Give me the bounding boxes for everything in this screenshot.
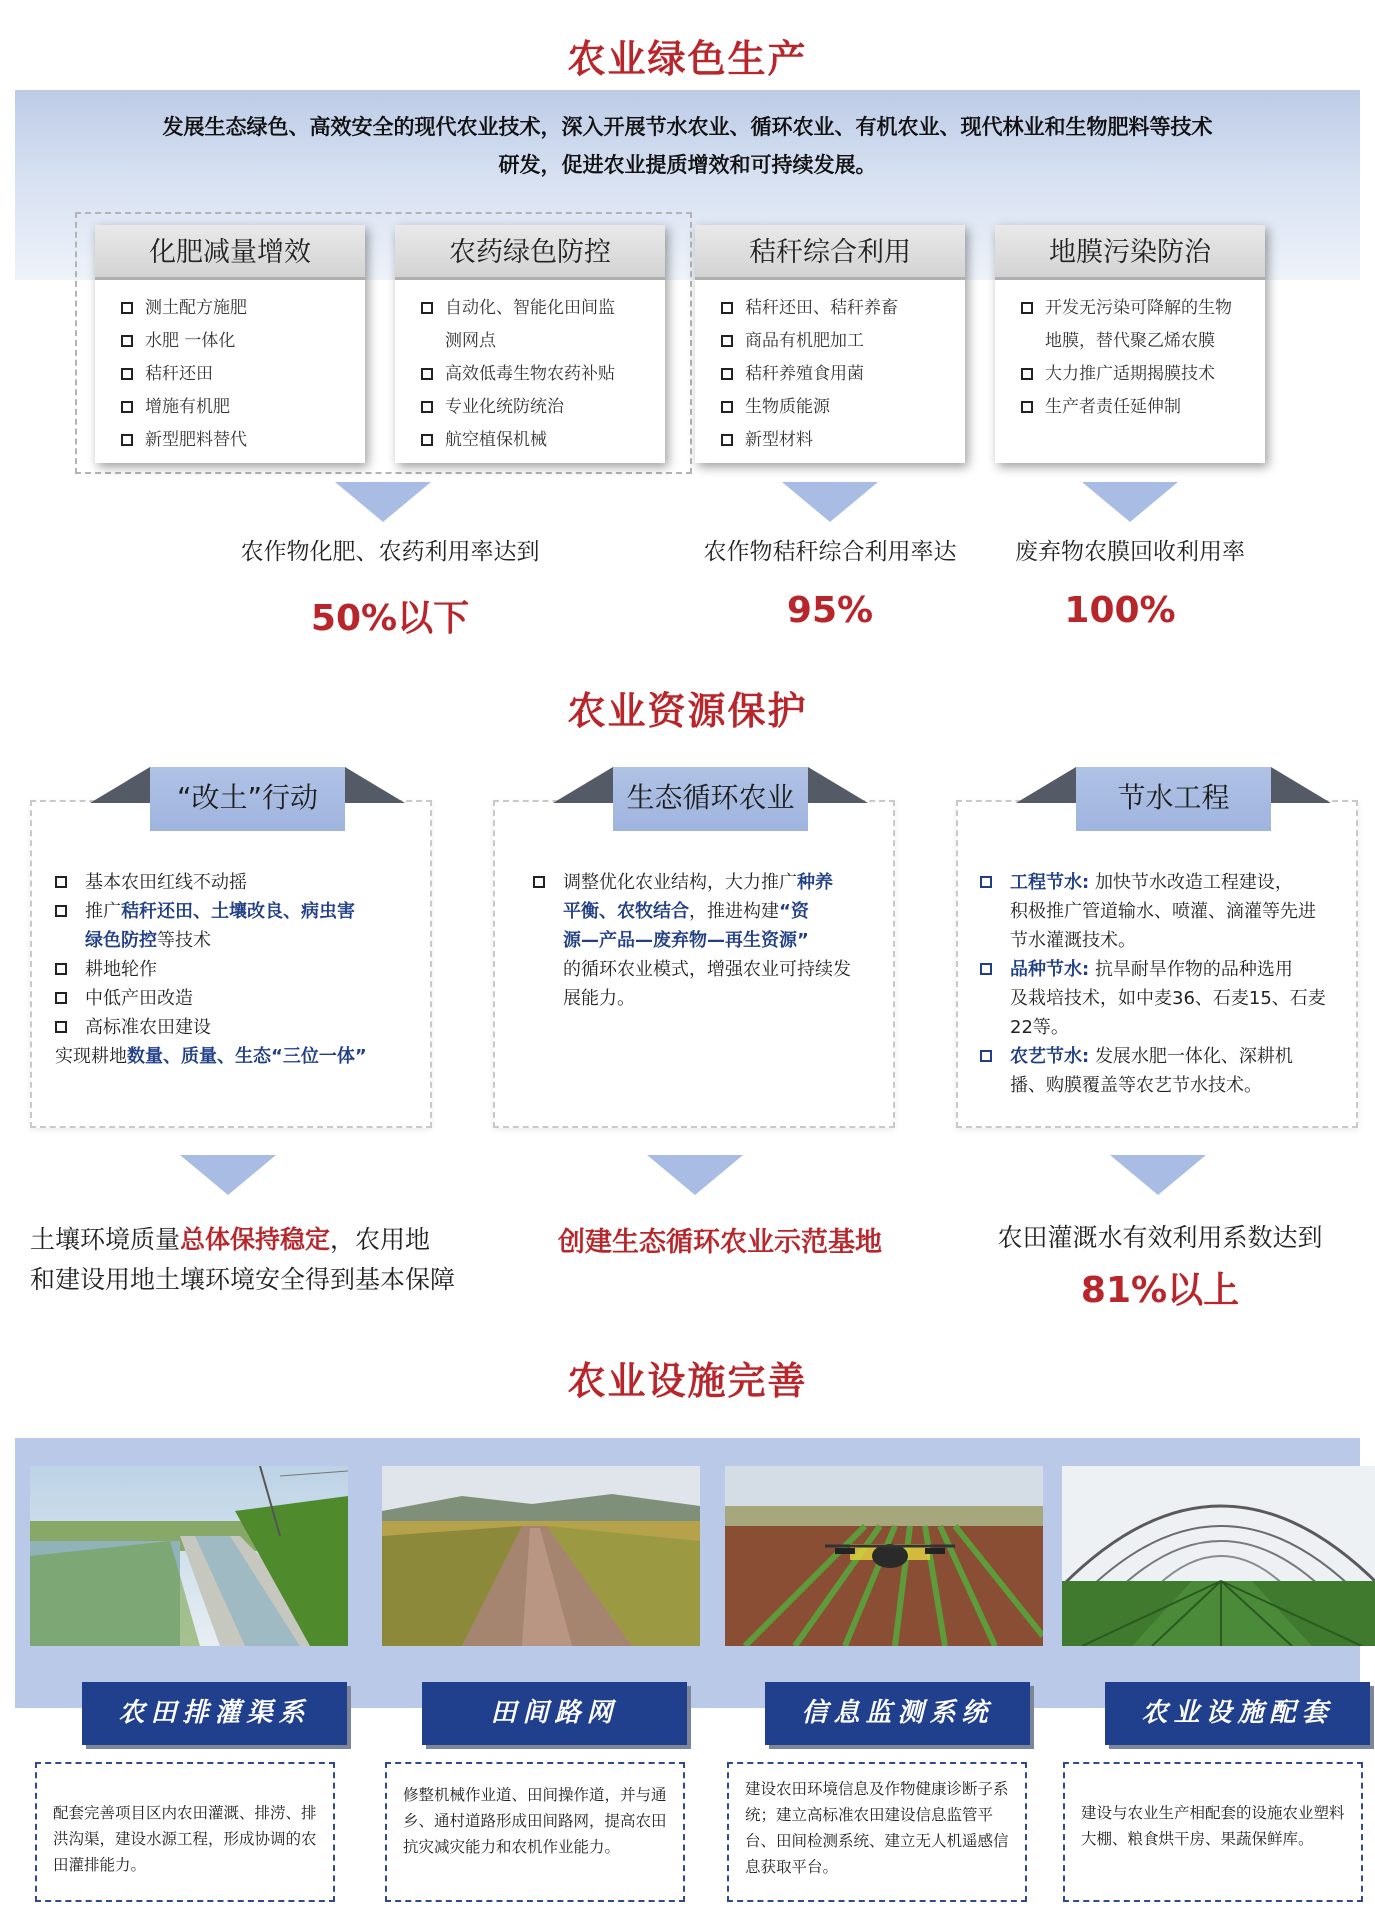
- down-arrow-icon: [335, 482, 431, 522]
- list-item-continued: [995, 325, 1265, 358]
- photo-irrigation-canal: [30, 1466, 348, 1646]
- list-item: [55, 984, 425, 1013]
- checkbox-square-icon: [55, 963, 67, 975]
- list-item: [395, 292, 665, 325]
- list-item: [995, 358, 1265, 391]
- list-item: [695, 358, 965, 391]
- checkbox-square-icon: [721, 335, 733, 347]
- list-item: [980, 868, 1350, 955]
- list-item: [95, 325, 365, 358]
- item-text: 新型材料: [745, 430, 813, 450]
- drone-monitoring-image: [725, 1466, 1043, 1646]
- list-item: [995, 292, 1265, 325]
- intro-line-2: 研发，促进农业提质增效和可持续发展。: [498, 153, 877, 177]
- checkbox-square-icon: [721, 401, 733, 413]
- list-item: [55, 868, 425, 897]
- item-key: 工程节水:: [1010, 872, 1090, 893]
- checkbox-square-icon: [721, 368, 733, 380]
- list-item: [95, 358, 365, 391]
- card-fertilizer: [95, 225, 365, 463]
- list-item: [95, 391, 365, 424]
- photo-greenhouse: [1062, 1466, 1375, 1646]
- list-item: [395, 391, 665, 424]
- section-title-green-production: 农业绿色生产: [567, 37, 808, 81]
- item-text: 秸秆养殖食用菌: [745, 364, 864, 384]
- checkbox-square-icon: [55, 905, 67, 917]
- item-text: 高效低毒生物农药补贴: [445, 364, 615, 384]
- item-text: ，推进构建: [689, 901, 779, 922]
- item-highlight: 数量、质量、生态“三位一体”: [127, 1046, 367, 1067]
- checkbox-square-icon: [533, 876, 545, 888]
- item-text: 及栽培技术，如中麦36、石麦15、石麦: [1010, 988, 1326, 1009]
- item-text: 抗旱耐旱作物的品种选用: [1094, 959, 1293, 980]
- item-text: 发展水肥一体化、深耕机: [1094, 1046, 1293, 1067]
- item-text: 测网点: [445, 331, 496, 351]
- item-text: 航空植保机械: [445, 430, 547, 450]
- photo-drone-monitoring: [725, 1466, 1043, 1646]
- card-pesticide: [395, 225, 665, 463]
- tab-title: 生态循环农业: [613, 767, 808, 831]
- checkbox-square-icon: [721, 434, 733, 446]
- list-item: [995, 391, 1265, 424]
- item-text: 推广: [85, 901, 121, 922]
- photo-field-road: [382, 1466, 700, 1646]
- result-label-film: 废弃物农膜回收利用率: [1015, 539, 1245, 565]
- checkbox-square-icon: [980, 876, 992, 888]
- list-item-continued: [395, 325, 665, 358]
- checkbox-square-icon: [121, 434, 133, 446]
- item-text: 积极推广管道输水、喷灌、滴灌等先进: [1010, 901, 1316, 922]
- item-key: 品种节水:: [1010, 959, 1090, 980]
- result-value-straw: 95%: [786, 590, 874, 631]
- checkbox-square-icon: [1021, 302, 1033, 314]
- desc-irrigation-system: 配套完善项目区内农田灌溉、排涝、排洪沟渠，建设水源工程，形成协调的农田灌排能力。: [35, 1762, 335, 1902]
- list-item: [55, 1013, 425, 1042]
- item-text: 中低产田改造: [85, 988, 193, 1009]
- list-item: [695, 391, 965, 424]
- intro-line-1: 发展生态绿色、高效安全的现代农业技术，深入开展节水农业、循环农业、有机农业、现代林业和生物肥料等技术: [162, 115, 1213, 139]
- outcome-soil: [30, 1220, 490, 1300]
- item-text: 实现耕地: [55, 1046, 127, 1067]
- checkbox-square-icon: [55, 876, 67, 888]
- list-item: [395, 358, 665, 391]
- checkbox-square-icon: [1021, 368, 1033, 380]
- down-arrow-icon: [782, 482, 878, 522]
- outcome-highlight: 总体保持稳定: [180, 1225, 331, 1254]
- checkbox-square-icon: [721, 302, 733, 314]
- item-highlight: “资: [779, 901, 809, 922]
- item-text: 地膜，替代聚乙烯农膜: [1045, 331, 1215, 351]
- item-text: 专业化统防统治: [445, 397, 564, 417]
- list-item: [980, 1042, 1350, 1100]
- tab-fold-right: [1271, 767, 1331, 803]
- tab-eco-cycle: [553, 767, 868, 831]
- eco-list: [533, 868, 893, 1013]
- result-value-film: 100%: [1064, 590, 1176, 631]
- card-title: 农药绿色防控: [395, 225, 665, 280]
- list-item: [695, 424, 965, 457]
- item-text: 节水灌溉技术。: [1010, 930, 1136, 951]
- section-title-facilities: 农业设施完善: [567, 1359, 808, 1403]
- item-text: 等技术: [157, 930, 211, 951]
- item-highlight: 源—产品—废弃物—再生资源”: [563, 930, 809, 951]
- label-facilities: 农业设施配套: [1105, 1682, 1370, 1745]
- soil-list: [55, 868, 425, 1071]
- checkbox-square-icon: [121, 302, 133, 314]
- item-text: 生产者责任延伸制: [1045, 397, 1181, 417]
- checkbox-square-icon: [421, 302, 433, 314]
- checkbox-square-icon: [421, 434, 433, 446]
- item-highlight: 绿色防控: [85, 930, 157, 951]
- tab-water-saving: [1016, 767, 1331, 831]
- tab-fold-left: [1016, 767, 1076, 803]
- desc-info-monitoring: 建设农田环境信息及作物健康诊断子系统；建立高标准农田建设信息监管平台、田间检测系统、建立无人机遥感信息获取平台。: [727, 1762, 1027, 1902]
- checkbox-square-icon: [1021, 401, 1033, 413]
- item-text: 大力推广适期揭膜技术: [1045, 364, 1215, 384]
- card-film: [995, 225, 1265, 463]
- outcome-water-label: 农田灌溉水有效利用系数达到: [997, 1223, 1323, 1252]
- outcome-text: ，农用地: [330, 1225, 431, 1254]
- checkbox-square-icon: [121, 401, 133, 413]
- checkbox-square-icon: [121, 335, 133, 347]
- list-item: [980, 955, 1350, 1042]
- tab-fold-left: [90, 767, 150, 803]
- tab-fold-right: [345, 767, 405, 803]
- item-highlight: 秸秆还田、土壤改良、病虫害: [121, 901, 355, 922]
- tab-title: 节水工程: [1076, 767, 1271, 831]
- item-text: 展能力。: [563, 988, 635, 1009]
- outcome-water-value: 81%以上: [1080, 1270, 1240, 1311]
- checkbox-square-icon: [980, 1050, 992, 1062]
- item-text: 增施有机肥: [145, 397, 230, 417]
- section-title-resource-protection: 农业资源保护: [567, 689, 808, 733]
- tab-fold-right: [808, 767, 868, 803]
- list-item: [55, 1042, 425, 1071]
- greenhouse-image: [1062, 1466, 1375, 1646]
- list-item: [55, 955, 425, 984]
- down-arrow-icon: [647, 1155, 743, 1195]
- card-straw: [695, 225, 965, 463]
- card-title: 秸秆综合利用: [695, 225, 965, 280]
- water-list: [980, 868, 1350, 1100]
- list-item: [55, 897, 425, 955]
- item-text: 播、购膜覆盖等农艺节水技术。: [1010, 1075, 1262, 1096]
- card-title: 地膜污染防治: [995, 225, 1265, 280]
- result-label-straw: 农作物秸秆综合利用率达: [703, 539, 957, 565]
- checkbox-square-icon: [121, 368, 133, 380]
- checkbox-square-icon: [55, 992, 67, 1004]
- item-text: 耕地轮作: [85, 959, 157, 980]
- checkbox-square-icon: [980, 963, 992, 975]
- item-highlight: 种养: [797, 872, 833, 893]
- desc-facilities: 建设与农业生产相配套的设施农业塑料大棚、粮食烘干房、果蔬保鲜库。: [1063, 1762, 1363, 1902]
- item-text: 水肥 一体化: [145, 331, 236, 351]
- label-info-monitoring: 信息监测系统: [765, 1682, 1030, 1745]
- item-text: 自动化、智能化田间监: [445, 298, 615, 318]
- item-text: 的循环农业模式，增强农业可持续发: [563, 959, 851, 980]
- label-field-road: 田间路网: [422, 1682, 687, 1745]
- checkbox-square-icon: [421, 401, 433, 413]
- field-road-image: [382, 1466, 700, 1646]
- intro-text: [40, 108, 1335, 184]
- result-value-fertilizer: 50%以下: [310, 598, 470, 639]
- item-text: 测土配方施肥: [145, 298, 247, 318]
- checkbox-square-icon: [421, 368, 433, 380]
- item-key: 农艺节水:: [1010, 1046, 1090, 1067]
- tab-fold-left: [553, 767, 613, 803]
- list-item: [95, 292, 365, 325]
- tab-title: “改土”行动: [150, 767, 345, 831]
- tab-soil-action: [90, 767, 405, 831]
- item-text: 调整优化农业结构，大力推广: [563, 872, 797, 893]
- list-item: [95, 424, 365, 457]
- item-text: 生物质能源: [745, 397, 830, 417]
- irrigation-canal-image: [30, 1466, 348, 1646]
- item-text: 新型肥料替代: [145, 430, 247, 450]
- item-text: 开发无污染可降解的生物: [1045, 298, 1232, 318]
- list-item: [395, 424, 665, 457]
- desc-field-road: 修整机械作业道、田间操作道，并与通乡、通村道路形成田间路网，提高农田抗灾减灾能力和农机作业能力。: [385, 1762, 685, 1902]
- down-arrow-icon: [180, 1155, 276, 1195]
- item-text: 秸秆还田: [145, 364, 213, 384]
- outcome-text: 和建设用地土壤环境安全得到基本保障: [30, 1265, 456, 1294]
- item-text: 高标准农田建设: [85, 1017, 211, 1038]
- checkbox-square-icon: [55, 1021, 67, 1033]
- item-text: 秸秆还田、秸秆养畜: [745, 298, 898, 318]
- item-highlight: 平衡、农牧结合: [563, 901, 689, 922]
- outcome-eco-base: 创建生态循环农业示范基地: [558, 1227, 882, 1258]
- down-arrow-icon: [1082, 482, 1178, 522]
- item-text: 加快节水改造工程建设，: [1094, 872, 1293, 893]
- outcome-text: 土壤环境质量: [30, 1225, 181, 1254]
- item-text: 基本农田红线不动摇: [85, 872, 247, 893]
- label-irrigation-system: 农田排灌渠系: [82, 1682, 347, 1745]
- list-item: [533, 868, 893, 1013]
- card-title: 化肥减量增效: [95, 225, 365, 280]
- down-arrow-icon: [1110, 1155, 1206, 1195]
- list-item: [695, 325, 965, 358]
- list-item: [695, 292, 965, 325]
- item-text: 商品有机肥加工: [745, 331, 864, 351]
- item-text: 22等。: [1010, 1017, 1069, 1038]
- result-label-fertilizer: 农作物化肥、农药利用率达到: [240, 539, 540, 565]
